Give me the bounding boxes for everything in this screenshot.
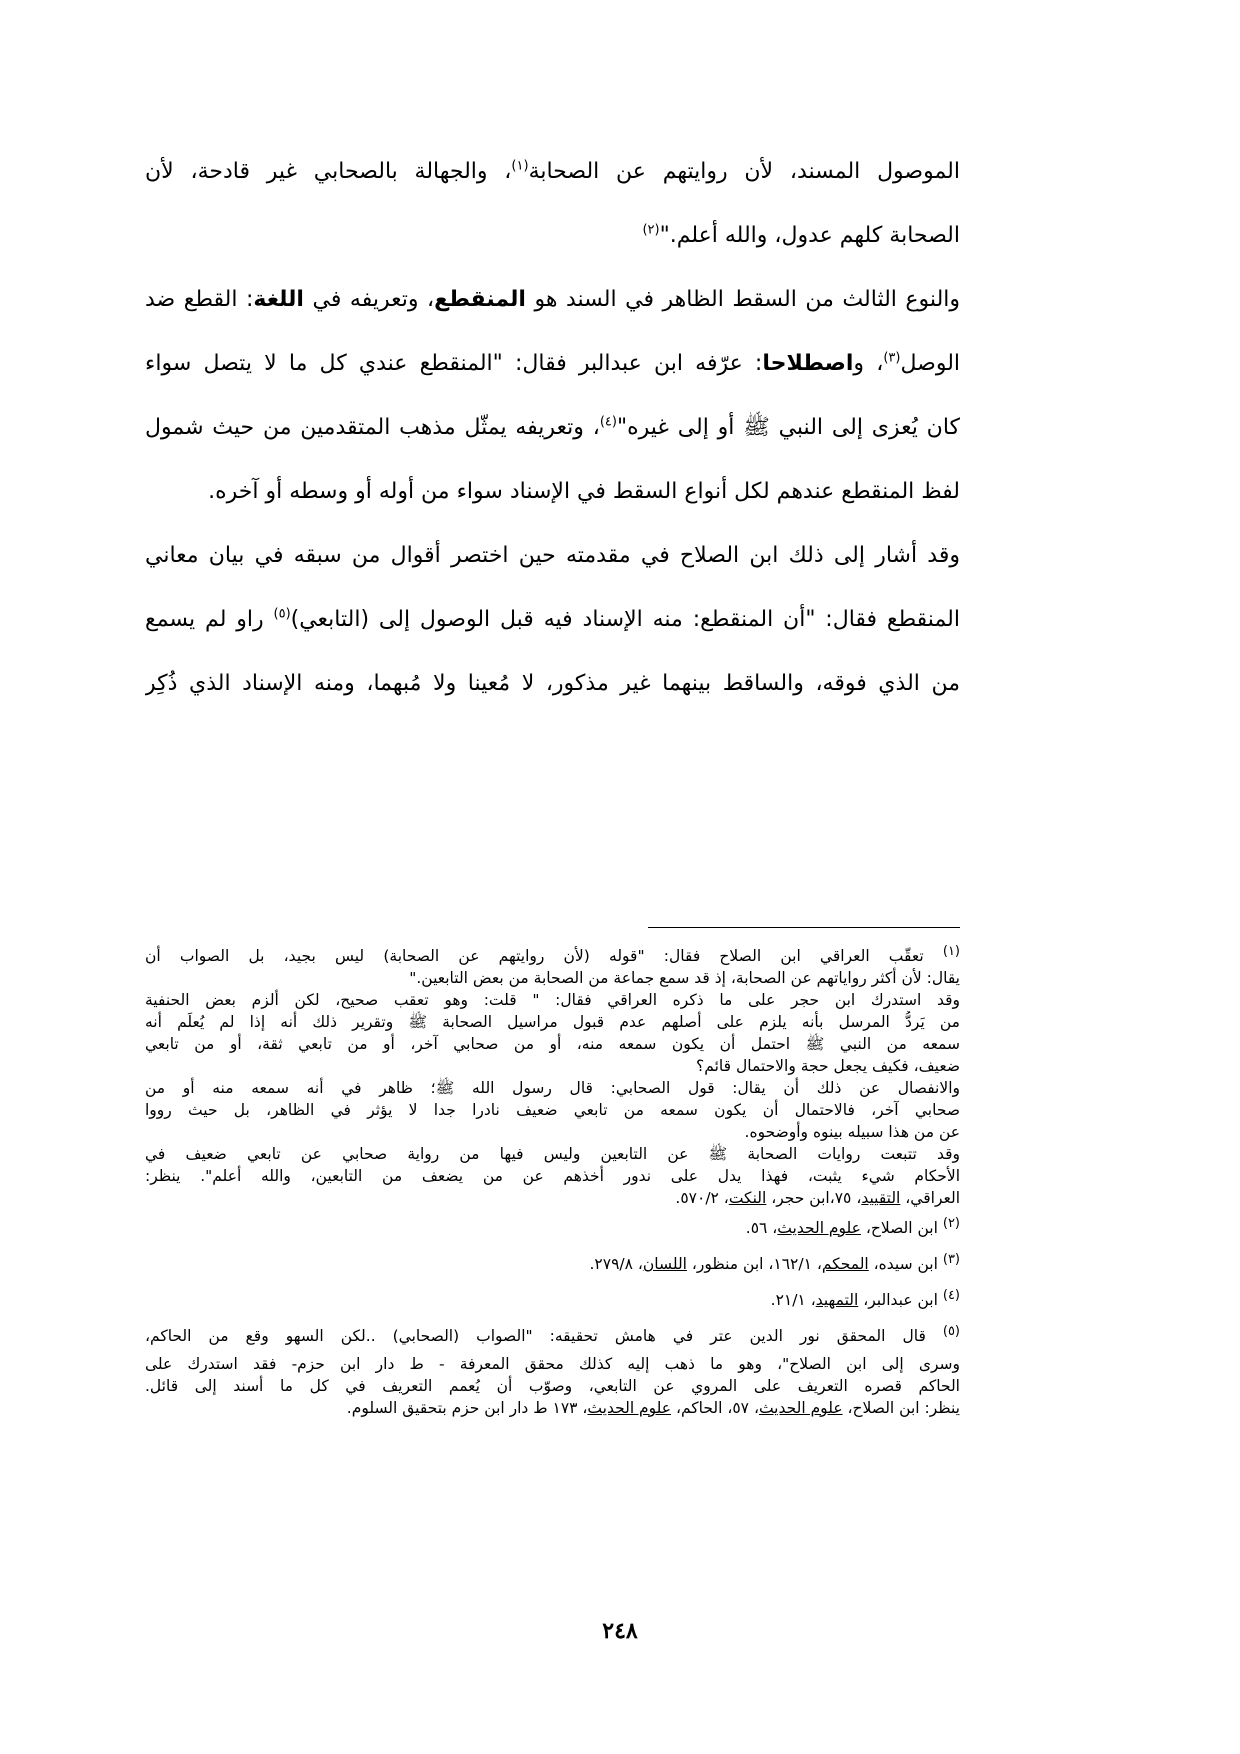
footnote-line: وقد استدرك ابن حجر على ما ذكره العراقي فقال: " قلت: وهو تعقب صحيح، لكن ألزم بعض الحنفية [145,991,960,1009]
footnote-line: ضعيف، فكيف يجعل حجة والاحتمال قائم؟ [696,1057,960,1075]
body-line-3: والنوع الثالث من السقط الظاهر في السند هو المنقطع، وتعريفه في اللغة: القطع ضد [145,287,960,312]
term-istilahan: اصطلاحا [762,351,854,376]
footnote-1 [145,945,960,1209]
source-title: علوم الحديث [758,1399,843,1417]
source-title: التقييد [861,1189,901,1207]
source-title: التمهيد [815,1291,859,1309]
footnote-line: وسرى إلى ابن الصلاح"، وهو ما ذهب إليه كذلك محقق المعرفة - ط دار ابن حزم- فقد استدرك على [145,1355,960,1373]
footnote-line: الأحكام شيء يثبت، فهذا يدل على ندور أخذهم عن من يضعف من التابعين، والله أعلم". ينظر: [145,1167,960,1185]
footnote-ref-4[interactable]: (٤) [599,414,617,430]
footnote-line: يقال: لأن أكثر رواياتهم عن الصحابة، إذ قد سمع جماعة من الصحابة من بعض التابعين." [409,969,960,987]
footnote-ref-3[interactable]: (٣) [883,350,901,366]
source-title: النكت [728,1189,767,1207]
footnote-line: العراقي، التقييد، ٧٥،ابن حجر، النكت، ٥٧٠/٢. [675,1189,960,1207]
footnote-line: عن من هذا سبيله بينوه وأوضحوه. [744,1123,960,1141]
footnote-mark-5: (٥) [942,1325,960,1339]
footnote-line: $^{(١)}$ تعقّب العراقي ابن الصلاح فقال: "قوله (لأن روايتهم عن الصحابة) ليس بجيد، بل الصواب أن [145,945,960,965]
footnote-2 [145,1217,960,1239]
footnote-line: سمعه من النبي ﷺ احتمل أن يكون سمعه منه، أو من صحابي آخر، أو من تابعي ثقة، أو من تابعي [145,1035,960,1053]
footnote-3 [145,1253,960,1275]
footnote-mark-1: (١) [942,945,960,959]
page-number: ٢٤٨ [602,1618,638,1644]
footnote-ref-2[interactable]: (٢) [642,222,660,238]
footnote-line: والانفصال عن ذلك أن يقال: قول الصحابي: قال رسول الله ﷺ؛ ظاهر في أنه سمعه منه أو من [145,1079,960,1097]
footnote-mark-3: (٣) [942,1251,960,1267]
footnotes-section [145,945,960,1427]
source-title: المحكم [821,1255,869,1273]
footnote-line: صحابي آخر، فالاحتمال أن يكون سمعه من تابعي ضعيف نادرا جدا لا يؤثر في الظاهر، بل حيث رووا [145,1101,960,1119]
footnote-4 [145,1289,960,1311]
footnote-ref-5[interactable]: (٥) [273,606,291,622]
term-lugha: اللغة [253,287,304,312]
source-title: علوم الحديث [777,1219,861,1237]
footnote-line: $^{(٥)}$ قال المحقق نور الدين عتر في هامش تحقيقه: "الصواب (الصحابي) ..لكن السهو وقع من الحاكم، [145,1325,960,1345]
footnote-line: من يَردُّ المرسل بأنه يلزم على أصلهم عدم قبول مراسيل الصحابة ﷺ وتقرير ذلك أنه إذا لم يُعلَم أنه [145,1013,960,1031]
footnote-line: ينظر: ابن الصلاح، علوم الحديث، ٥٧، الحاكم، علوم الحديث، ١٧٣ ط دار ابن حزم بتحقيق السلوم. [346,1399,960,1417]
body-line-4: الوصل$^{(٣)}$، واصطلاحا: عرّفه ابن عبدالبر فقال: "المنقطع عندي كل ما لا يتصل سواء [145,350,960,376]
footnote-5 [145,1325,960,1419]
body-line-6: لفظ المنقطع عندهم لكل أنواع السقط في الإسناد سواء من أوله أو وسطه أو آخره. [208,479,960,504]
body-line-1: الموصول المسند، لأن روايتهم عن الصحابة$^{(١)}$، والجهالة بالصحابي غير قادحة، لأن [145,158,960,184]
footnote-line: $^{(٢)}$ ابن الصلاح، علوم الحديث، ٥٦. [745,1215,960,1237]
footnote-separator [648,927,960,928]
body-line-8: المنقطع فقال: "أن المنقطع: منه الإسناد فيه قبل الوصول إلى (التابعي)$^{(٥)}$ راو لم يسمع [145,606,960,632]
footnote-line: الحاكم قصره التعريف على المروي عن التابعي، وصوّب أن يُعمم التعريف في كل ما أُسند إلى قائل. [145,1377,960,1395]
body-line-7: وقد أشار إلى ذلك ابن الصلاح في مقدمته حين اختصر أقوال من سبقه في بيان معاني [145,543,960,568]
footnote-mark-2: (٢) [942,1215,960,1231]
footnote-line: $^{(٣)}$ ابن سيده، المحكم، ١٦٢/١، ابن منظور، اللسان، ٢٧٩/٨. [589,1251,960,1273]
footnote-line: وقد تتبعت روايات الصحابة ﷺ عن التابعين وليس فيها من رواية صحابي عن تابعي ضعيف في [145,1145,960,1163]
body-line-2: الصحابة كلهم عدول، والله أعلم."$^{(٢)}$ [642,222,960,248]
body-line-5: كان يُعزى إلى النبي ﷺ أو إلى غيره"$^{(٤)}$، وتعريفه يمثّل مذهب المتقدمين من حيث شمول [145,414,960,440]
footnote-ref-1[interactable]: (١) [511,158,529,174]
main-body-text [145,140,960,716]
footnote-mark-4: (٤) [942,1287,960,1303]
source-title: علوم الحديث [587,1399,672,1417]
footnote-line: $^{(٤)}$ ابن عبدالبر، التمهيد، ٢١/١. [770,1287,960,1309]
source-title: اللسان [642,1255,687,1273]
body-line-9: من الذي فوقه، والساقط بينهما غير مذكور، لا مُعينا ولا مُبهما، ومنه الإسناد الذي ذُكِر [145,671,960,696]
term-munqati: المنقطع [434,287,526,312]
